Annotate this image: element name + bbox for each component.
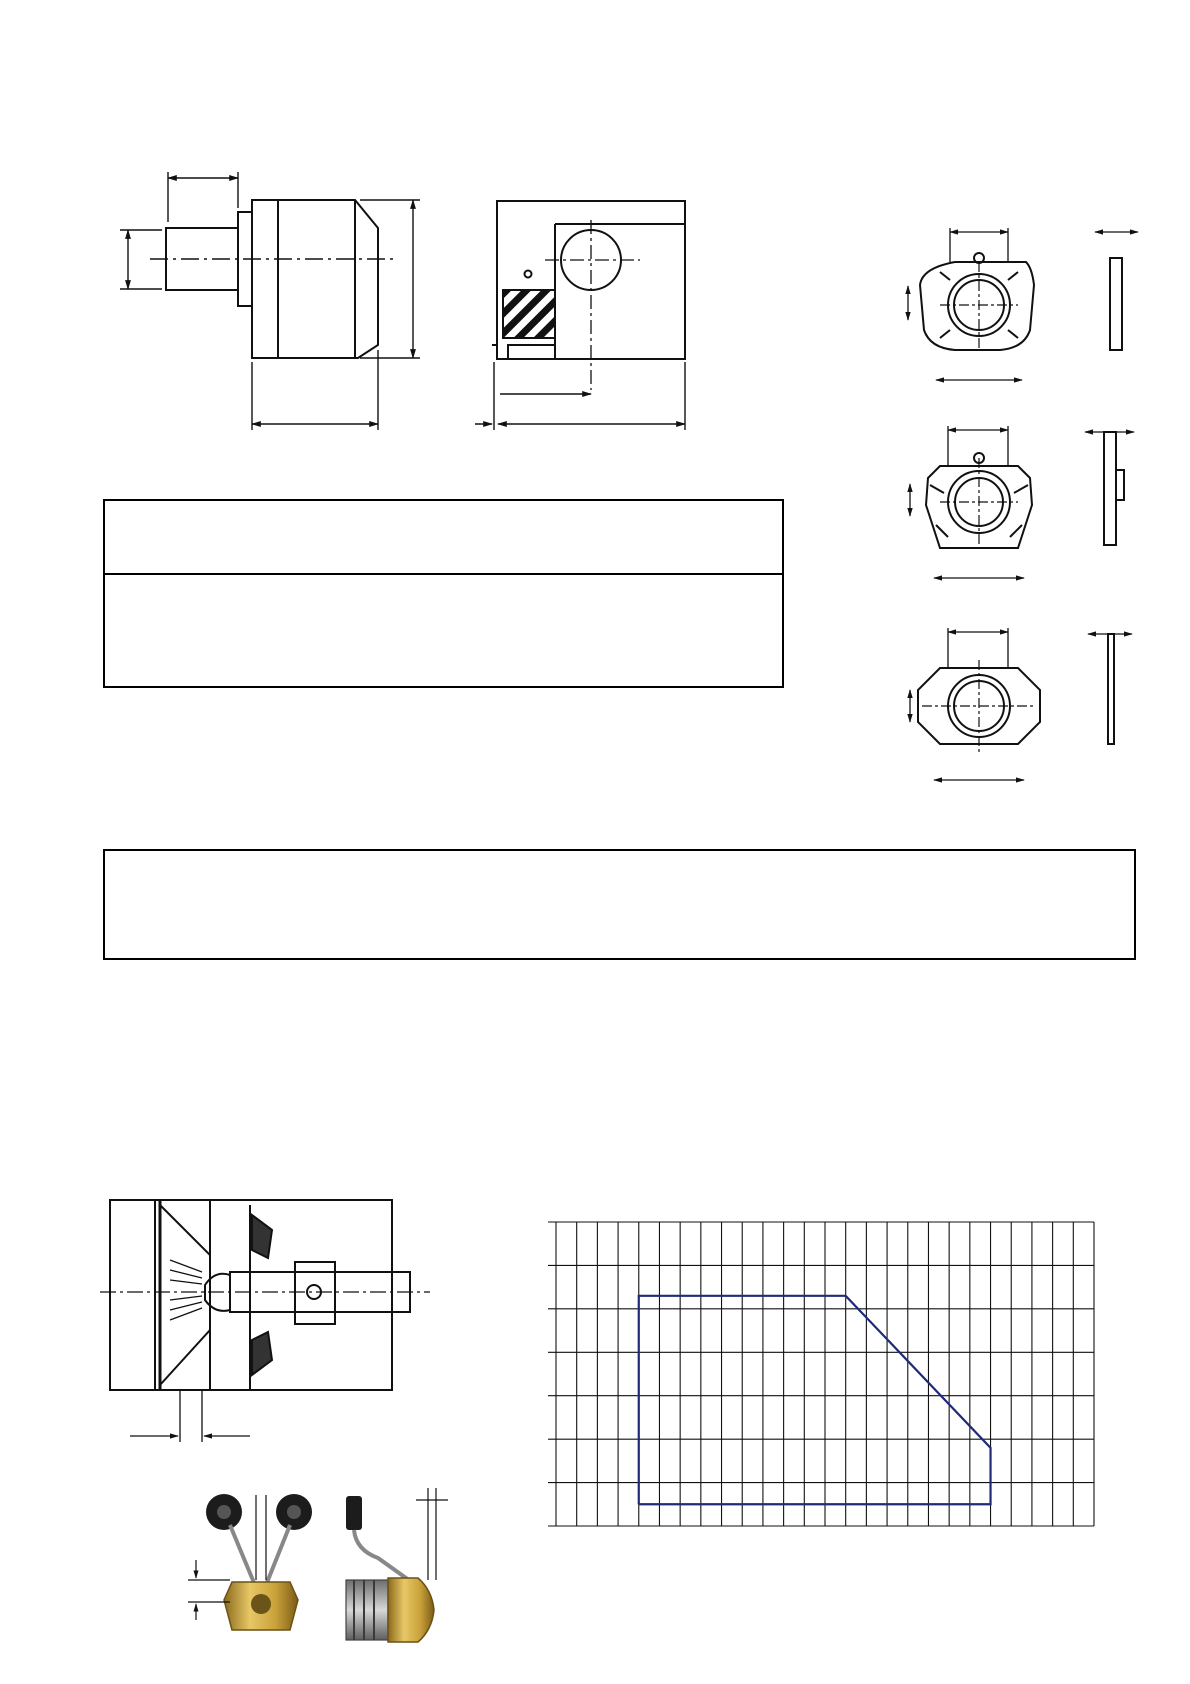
- indicator-hole: [525, 271, 532, 278]
- chart-envelope: [639, 1296, 991, 1504]
- inner-panel: [555, 224, 685, 359]
- swirl-vane: [252, 1215, 272, 1258]
- firing-range-chart: [548, 1222, 1094, 1526]
- table-header-divider: [105, 573, 782, 575]
- nozzle-electrodes: [188, 1488, 448, 1642]
- chart-grid: [548, 1222, 1094, 1526]
- dimension-table-frame: [103, 499, 784, 688]
- flange-variant-1: [908, 228, 1138, 380]
- brass-nozzle-side: [388, 1578, 434, 1642]
- burner-side-view: [120, 172, 420, 430]
- nozzle-thread: [346, 1580, 388, 1640]
- flange-variant-3: [910, 628, 1132, 780]
- flange-variant-2: [910, 426, 1134, 578]
- notes-frame: [103, 849, 1136, 960]
- burner-front-view: [475, 201, 685, 430]
- combustion-head: [100, 1200, 430, 1442]
- base-foot: [508, 345, 555, 359]
- burner-housing: [252, 200, 378, 358]
- electrode-insulator-side: [346, 1496, 362, 1530]
- diffuser-disc: [160, 1205, 210, 1385]
- air-inlet-grille: [503, 290, 555, 338]
- swirl-vane: [252, 1332, 272, 1375]
